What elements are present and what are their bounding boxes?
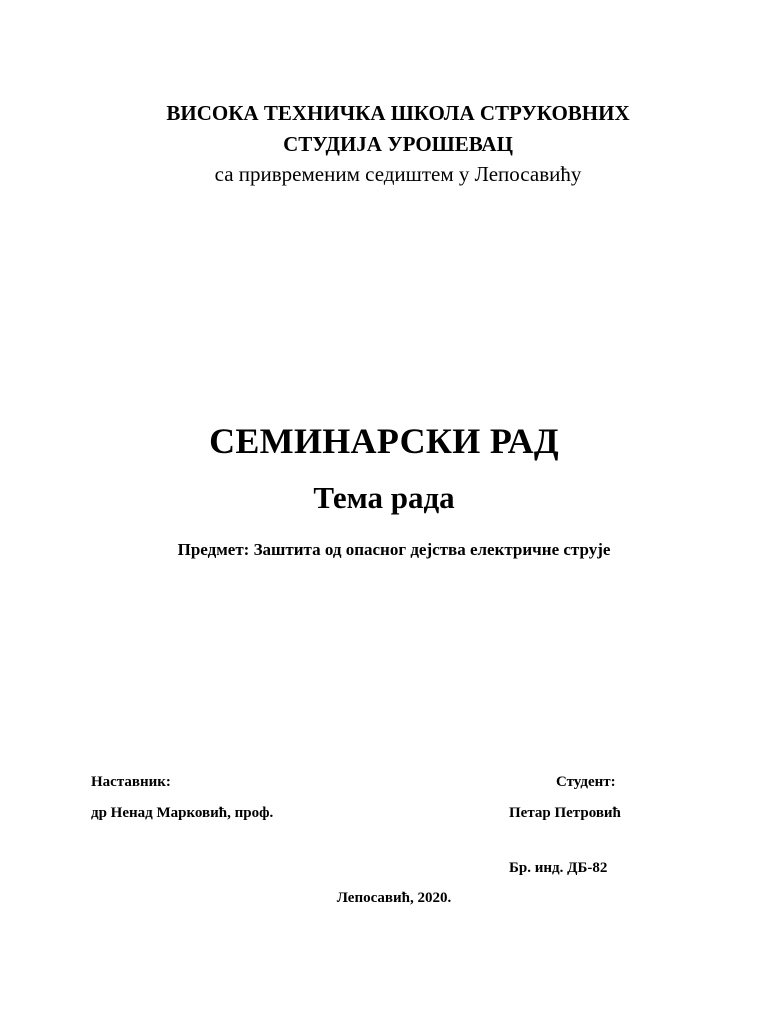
student-label: Студент: — [556, 774, 616, 790]
subject-line: Предмет: Заштита од опасног дејства електричне струје — [177, 540, 611, 559]
institution-name-line2: СТУДИЈА УРОШЕВАЦ — [283, 132, 513, 156]
mentor-name: др Ненад Марковић, проф. — [91, 805, 274, 821]
institution-name-line1: ВИСОКА ТЕХНИЧКА ШКОЛА СТРУКОВНИХ — [166, 101, 630, 125]
institution-seat: са привременим седиштем у Лепосавићу — [214, 162, 582, 186]
student-name: Петар Петровић — [509, 805, 621, 821]
topic-title: Тема рада — [313, 480, 455, 515]
student-index: Бр. инд. ДБ-82 — [509, 860, 608, 876]
document-type-title: СЕМИНАРСКИ РАД — [209, 421, 559, 461]
place-date: Лепосавић, 2020. — [336, 890, 452, 906]
mentor-label: Наставник: — [91, 774, 171, 790]
